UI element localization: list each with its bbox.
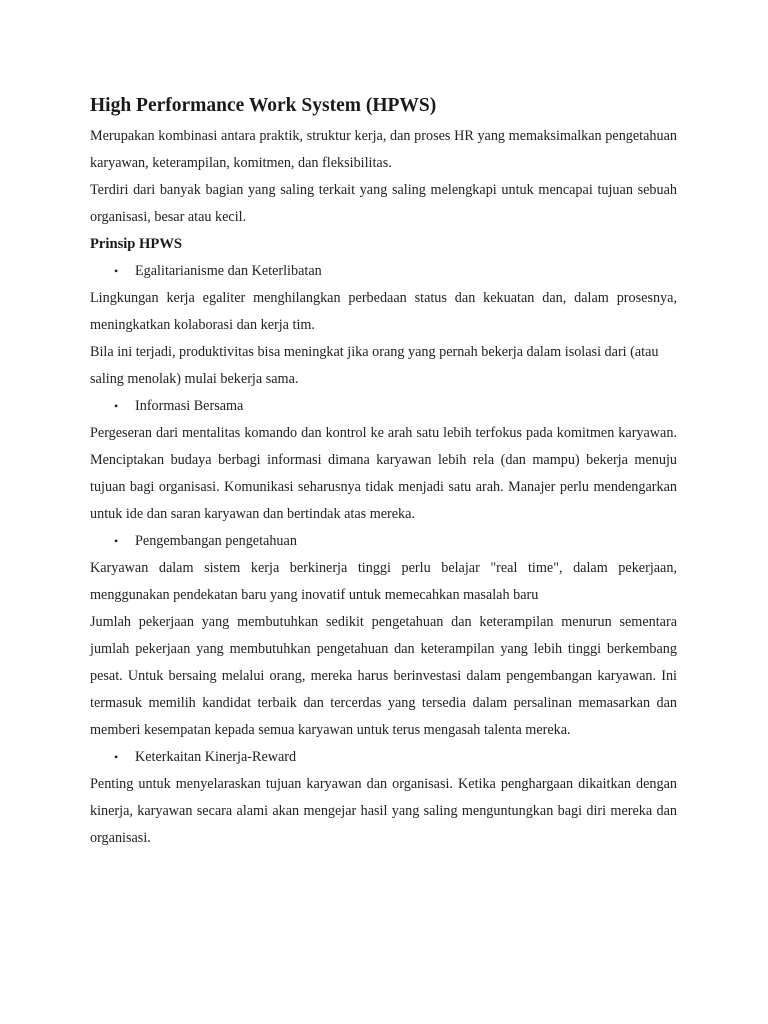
document-title: High Performance Work System (HPWS) <box>90 95 437 116</box>
bullet-item <box>90 258 677 285</box>
bullet-label: Pengembangan pengetahuan <box>135 533 297 549</box>
intro-paragraph: Terdiri dari banyak bagian yang saling terkait yang saling melengkapi untuk mencapai tujuan sebuah organisasi, besar atau kecil. <box>90 182 677 225</box>
bullet-label: Informasi Bersama <box>135 398 244 414</box>
bullet-icon: • <box>114 534 119 548</box>
bullet-label: Keterkaitan Kinerja-Reward <box>135 749 297 765</box>
section-paragraph: Bila ini terjadi, produktivitas bisa meningkat jika orang yang pernah bekerja dalam isolasi dari (atau saling menolak) mulai bekerja sama. <box>90 344 659 387</box>
section-paragraph: Penting untuk menyelaraskan tujuan karyawan dan organisasi. Ketika penghargaan dikaitkan dengan kinerja, karyawan secara alami akan mengejar hasil yang saling menguntungkan bagi diri mereka dan organisasi. <box>90 776 677 846</box>
bullet-item <box>90 393 677 420</box>
bullet-item <box>90 744 677 771</box>
bullet-icon: • <box>114 750 119 764</box>
intro-paragraph: Merupakan kombinasi antara praktik, struktur kerja, dan proses HR yang memaksimalkan pengetahuan karyawan, keterampilan, komitmen, dan fleksibilitas. <box>90 128 677 171</box>
bullet-icon: • <box>114 399 119 413</box>
section-paragraph: Karyawan dalam sistem kerja berkinerja tinggi perlu belajar "real time", dalam pekerjaan, menggunakan pendekatan baru yang inovatif untuk memecahkan masalah baru <box>90 560 677 603</box>
bullet-icon: • <box>114 264 119 278</box>
section-paragraph: Lingkungan kerja egaliter menghilangkan perbedaan status dan kekuatan dan, dalam prosesnya, meningkatkan kolaborasi dan kerja tim. <box>90 290 677 333</box>
principles-heading: Prinsip HPWS <box>90 236 183 252</box>
section-paragraph: Pergeseran dari mentalitas komando dan kontrol ke arah satu lebih terfokus pada komitmen karyawan. Menciptakan budaya berbagi informasi dimana karyawan lebih rela (dan mampu) bekerja menuju tujuan bagi organisasi. Komunikasi seharusnya tidak menjadi satu arah. Manajer perlu mendengarkan untuk ide dan saran karyawan dan bertindak atas mereka. <box>90 425 677 522</box>
bullet-item <box>90 528 677 555</box>
section-paragraph: Jumlah pekerjaan yang membutuhkan sedikit pengetahuan dan keterampilan menurun sementara jumlah pekerjaan yang membutuhkan pengetahuan dan keterampilan yang lebih tinggi berkembang pesat. Untuk bersaing melalui orang, mereka harus berinvestasi dalam pengembangan karyawan. Ini termasuk memilih kandidat terbaik dan tercerdas yang tersedia dalam persalinan memasarkan dan memberi kesempatan kepada semua karyawan untuk terus mengasah talenta mereka. <box>90 614 677 738</box>
bullet-label: Egalitarianisme dan Keterlibatan <box>135 263 322 279</box>
document-body <box>90 94 677 852</box>
